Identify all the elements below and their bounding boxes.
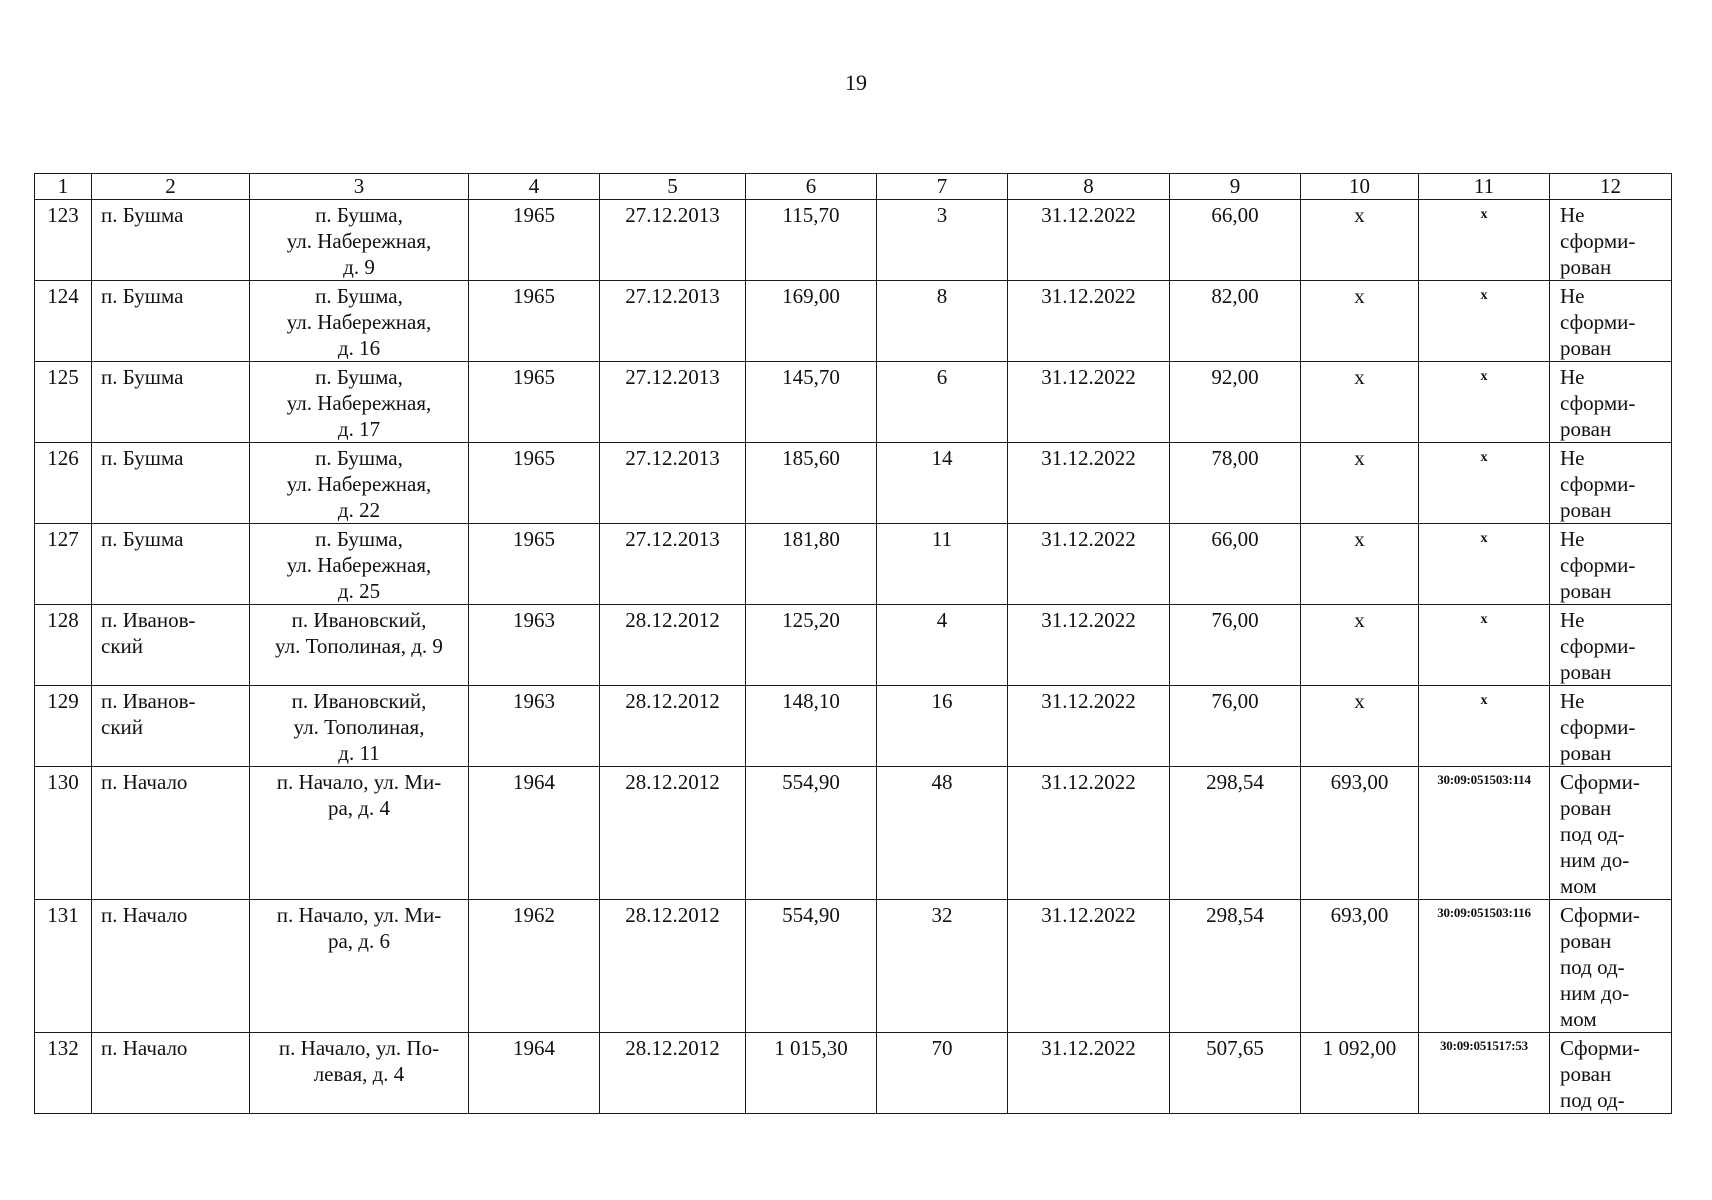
date-cell: 28.12.2012 — [600, 1033, 746, 1114]
address-cell-line: д. 22 — [337, 498, 381, 522]
table-row — [35, 900, 1672, 1033]
area2-cell: 78,00 — [1170, 443, 1301, 524]
address-cell-line: левая, д. 4 — [313, 1062, 405, 1086]
table-row — [35, 686, 1672, 767]
table-row — [35, 362, 1672, 443]
row-number-cell: 127 — [35, 524, 92, 605]
plot-area-cell: х — [1301, 443, 1419, 524]
address-cell-line: д. 25 — [337, 579, 381, 603]
status-cell-line: ним до- — [1560, 981, 1630, 1005]
column-header: 5 — [600, 174, 746, 200]
residents-cell: 70 — [877, 1033, 1008, 1114]
area2-cell: 76,00 — [1170, 686, 1301, 767]
address-cell — [250, 200, 469, 281]
settlement-cell: п. Иванов- ский — [92, 686, 250, 767]
status-cell-line: Не — [1560, 446, 1585, 470]
table-row — [35, 281, 1672, 362]
status-cell — [1550, 524, 1672, 605]
status-cell — [1550, 1033, 1672, 1114]
column-header: 1 — [35, 174, 92, 200]
residents-cell: 32 — [877, 900, 1008, 1033]
address-cell — [250, 281, 469, 362]
residents-cell: 8 — [877, 281, 1008, 362]
status-cell-line: Не — [1560, 527, 1585, 551]
status-cell-line: рован — [1560, 660, 1612, 684]
cadastral-cell: х — [1419, 362, 1550, 443]
address-cell-line: ул. Набережная, — [286, 391, 432, 415]
address-cell-line: ул. Набережная, — [286, 310, 432, 334]
row-number-cell: 126 — [35, 443, 92, 524]
date-cell: 27.12.2013 — [600, 443, 746, 524]
plot-area-cell: х — [1301, 605, 1419, 686]
plot-area-cell: 1 092,00 — [1301, 1033, 1419, 1114]
status-cell — [1550, 281, 1672, 362]
column-header: 6 — [746, 174, 877, 200]
residents-cell: 11 — [877, 524, 1008, 605]
address-cell-line: ул. Тополиная, — [293, 715, 425, 739]
address-cell — [250, 900, 469, 1033]
status-cell-line: сформи- — [1560, 229, 1636, 253]
deadline-cell: 31.12.2022 — [1008, 1033, 1170, 1114]
year-cell: 1962 — [469, 900, 600, 1033]
area-cell: 1 015,30 — [746, 1033, 877, 1114]
area-cell: 115,70 — [746, 200, 877, 281]
status-cell-line: под од- — [1560, 1088, 1625, 1112]
status-cell-line: Сформи- — [1560, 903, 1640, 927]
area2-cell: 507,65 — [1170, 1033, 1301, 1114]
deadline-cell: 31.12.2022 — [1008, 362, 1170, 443]
plot-area-cell: 693,00 — [1301, 767, 1419, 900]
area-cell: 181,80 — [746, 524, 877, 605]
table-row — [35, 524, 1672, 605]
date-cell: 28.12.2012 — [600, 900, 746, 1033]
status-cell-line: мом — [1560, 874, 1597, 898]
status-cell-line: рован — [1560, 929, 1612, 953]
table-row — [35, 443, 1672, 524]
cadastral-cell: х — [1419, 281, 1550, 362]
plot-area-cell: х — [1301, 281, 1419, 362]
status-cell — [1550, 200, 1672, 281]
plot-area-cell: х — [1301, 524, 1419, 605]
residents-cell: 16 — [877, 686, 1008, 767]
cadastral-cell: х — [1419, 686, 1550, 767]
status-cell-line: Не — [1560, 284, 1585, 308]
row-number-cell: 128 — [35, 605, 92, 686]
deadline-cell: 31.12.2022 — [1008, 605, 1170, 686]
status-cell-line: Не — [1560, 203, 1585, 227]
status-cell-line: рован — [1560, 336, 1612, 360]
year-cell: 1965 — [469, 281, 600, 362]
address-cell — [250, 767, 469, 900]
year-cell: 1965 — [469, 524, 600, 605]
settlement-cell: п. Начало — [92, 767, 250, 900]
deadline-cell: 31.12.2022 — [1008, 443, 1170, 524]
settlement-cell: п. Бушма — [92, 443, 250, 524]
status-cell-line: Не — [1560, 365, 1585, 389]
date-cell: 28.12.2012 — [600, 686, 746, 767]
status-cell-line: рован — [1560, 1062, 1612, 1086]
address-cell-line: п. Бушма, — [315, 446, 403, 470]
status-cell-line: мом — [1560, 1007, 1597, 1031]
residents-cell: 6 — [877, 362, 1008, 443]
row-number-cell: 123 — [35, 200, 92, 281]
cadastral-cell: х — [1419, 200, 1550, 281]
column-header: 8 — [1008, 174, 1170, 200]
status-cell-line: ним до- — [1560, 848, 1630, 872]
address-cell-line: п. Бушма, — [315, 203, 403, 227]
year-cell: 1965 — [469, 443, 600, 524]
area2-cell: 298,54 — [1170, 900, 1301, 1033]
deadline-cell: 31.12.2022 — [1008, 900, 1170, 1033]
deadline-cell: 31.12.2022 — [1008, 281, 1170, 362]
row-number-cell: 125 — [35, 362, 92, 443]
address-cell — [250, 686, 469, 767]
settlement-cell: п. Начало — [92, 900, 250, 1033]
plot-area-cell: х — [1301, 362, 1419, 443]
area2-cell: 66,00 — [1170, 524, 1301, 605]
area2-cell: 298,54 — [1170, 767, 1301, 900]
status-cell-line: Не — [1560, 608, 1585, 632]
table-row — [35, 605, 1672, 686]
row-number-cell: 124 — [35, 281, 92, 362]
settlement-cell: п. Бушма — [92, 362, 250, 443]
column-header: 9 — [1170, 174, 1301, 200]
address-cell-line: д. 11 — [338, 741, 380, 765]
address-cell-line: ра, д. 6 — [327, 929, 390, 953]
column-header: 2 — [92, 174, 250, 200]
address-cell-line: п. Начало, ул. По- — [278, 1036, 440, 1060]
cadastral-cell: х — [1419, 524, 1550, 605]
address-cell-line: п. Бушма, — [315, 284, 403, 308]
address-cell-line: п. Начало, ул. Ми- — [276, 903, 442, 927]
year-cell: 1964 — [469, 1033, 600, 1114]
residents-cell: 14 — [877, 443, 1008, 524]
column-header: 12 — [1550, 174, 1672, 200]
date-cell: 28.12.2012 — [600, 605, 746, 686]
area-cell: 148,10 — [746, 686, 877, 767]
column-header: 10 — [1301, 174, 1419, 200]
year-cell: 1963 — [469, 605, 600, 686]
column-header: 11 — [1419, 174, 1550, 200]
date-cell: 27.12.2013 — [600, 281, 746, 362]
year-cell: 1965 — [469, 200, 600, 281]
table-row — [35, 200, 1672, 281]
status-cell-line: Не — [1560, 689, 1585, 713]
address-cell — [250, 524, 469, 605]
address-cell-line: п. Начало, ул. Ми- — [276, 770, 442, 794]
status-cell-line: сформи- — [1560, 391, 1636, 415]
status-cell-line: под од- — [1560, 955, 1625, 979]
area-cell: 185,60 — [746, 443, 877, 524]
status-cell-line: рован — [1560, 741, 1612, 765]
status-cell — [1550, 900, 1672, 1033]
plot-area-cell: 693,00 — [1301, 900, 1419, 1033]
address-cell-line: п. Бушма, — [315, 365, 403, 389]
area2-cell: 76,00 — [1170, 605, 1301, 686]
address-cell-line: ра, д. 4 — [327, 796, 390, 820]
address-cell-line: п. Ивановский, — [291, 608, 427, 632]
status-cell — [1550, 605, 1672, 686]
settlement-cell: п. Бушма — [92, 200, 250, 281]
area-cell: 145,70 — [746, 362, 877, 443]
row-number-cell: 131 — [35, 900, 92, 1033]
status-cell-line: сформи- — [1560, 715, 1636, 739]
settlement-cell: п. Бушма — [92, 281, 250, 362]
table-row — [35, 1033, 1672, 1114]
area2-cell: 66,00 — [1170, 200, 1301, 281]
status-cell-line: рован — [1560, 417, 1612, 441]
status-cell-line: сформи- — [1560, 310, 1636, 334]
status-cell-line: рован — [1560, 796, 1612, 820]
cadastral-cell: 30:09:051503:114 — [1419, 767, 1550, 900]
address-cell — [250, 362, 469, 443]
status-cell-line: сформи- — [1560, 553, 1636, 577]
status-cell-line: рован — [1560, 255, 1612, 279]
status-cell-line: рован — [1560, 579, 1612, 603]
deadline-cell: 31.12.2022 — [1008, 524, 1170, 605]
area-cell: 554,90 — [746, 767, 877, 900]
page-number: 19 — [845, 70, 867, 95]
address-cell-line: д. 16 — [337, 336, 381, 360]
cadastral-cell: 30:09:051517:53 — [1419, 1033, 1550, 1114]
address-cell-line: д. 9 — [343, 255, 375, 279]
year-cell: 1965 — [469, 362, 600, 443]
deadline-cell: 31.12.2022 — [1008, 767, 1170, 900]
settlement-cell: п. Начало — [92, 1033, 250, 1114]
area2-cell: 92,00 — [1170, 362, 1301, 443]
residents-cell: 3 — [877, 200, 1008, 281]
status-cell — [1550, 686, 1672, 767]
address-cell-line: п. Ивановский, — [291, 689, 427, 713]
area-cell: 554,90 — [746, 900, 877, 1033]
address-cell — [250, 1033, 469, 1114]
address-cell-line: д. 17 — [337, 417, 381, 441]
address-cell-line: ул. Тополиная, д. 9 — [275, 634, 443, 658]
address-cell-line: ул. Набережная, — [286, 229, 432, 253]
date-cell: 27.12.2013 — [600, 524, 746, 605]
column-header: 7 — [877, 174, 1008, 200]
plot-area-cell: х — [1301, 686, 1419, 767]
year-cell: 1964 — [469, 767, 600, 900]
housing-registry-table — [34, 173, 1672, 1114]
address-cell-line: п. Бушма, — [315, 527, 403, 551]
deadline-cell: 31.12.2022 — [1008, 200, 1170, 281]
row-number-cell: 129 — [35, 686, 92, 767]
area-cell: 169,00 — [746, 281, 877, 362]
settlement-cell: п. Иванов- ский — [92, 605, 250, 686]
settlement-cell: п. Бушма — [92, 524, 250, 605]
column-header: 3 — [250, 174, 469, 200]
row-number-cell: 132 — [35, 1033, 92, 1114]
address-cell-line: ул. Набережная, — [286, 472, 432, 496]
plot-area-cell: х — [1301, 200, 1419, 281]
status-cell-line: Сформи- — [1560, 1036, 1640, 1060]
status-cell-line: под од- — [1560, 822, 1625, 846]
status-cell — [1550, 443, 1672, 524]
date-cell: 27.12.2013 — [600, 200, 746, 281]
year-cell: 1963 — [469, 686, 600, 767]
table-body — [35, 200, 1672, 1114]
header-row — [35, 174, 1672, 200]
cadastral-cell: 30:09:051503:116 — [1419, 900, 1550, 1033]
address-cell — [250, 605, 469, 686]
status-cell — [1550, 767, 1672, 900]
residents-cell: 4 — [877, 605, 1008, 686]
status-cell-line: сформи- — [1560, 634, 1636, 658]
status-cell-line: Сформи- — [1560, 770, 1640, 794]
address-cell — [250, 443, 469, 524]
status-cell — [1550, 362, 1672, 443]
status-cell-line: сформи- — [1560, 472, 1636, 496]
area2-cell: 82,00 — [1170, 281, 1301, 362]
cadastral-cell: х — [1419, 443, 1550, 524]
date-cell: 27.12.2013 — [600, 362, 746, 443]
row-number-cell: 130 — [35, 767, 92, 900]
residents-cell: 48 — [877, 767, 1008, 900]
column-header: 4 — [469, 174, 600, 200]
table-row — [35, 767, 1672, 900]
address-cell-line: ул. Набережная, — [286, 553, 432, 577]
date-cell: 28.12.2012 — [600, 767, 746, 900]
cadastral-cell: х — [1419, 605, 1550, 686]
status-cell-line: рован — [1560, 498, 1612, 522]
deadline-cell: 31.12.2022 — [1008, 686, 1170, 767]
area-cell: 125,20 — [746, 605, 877, 686]
